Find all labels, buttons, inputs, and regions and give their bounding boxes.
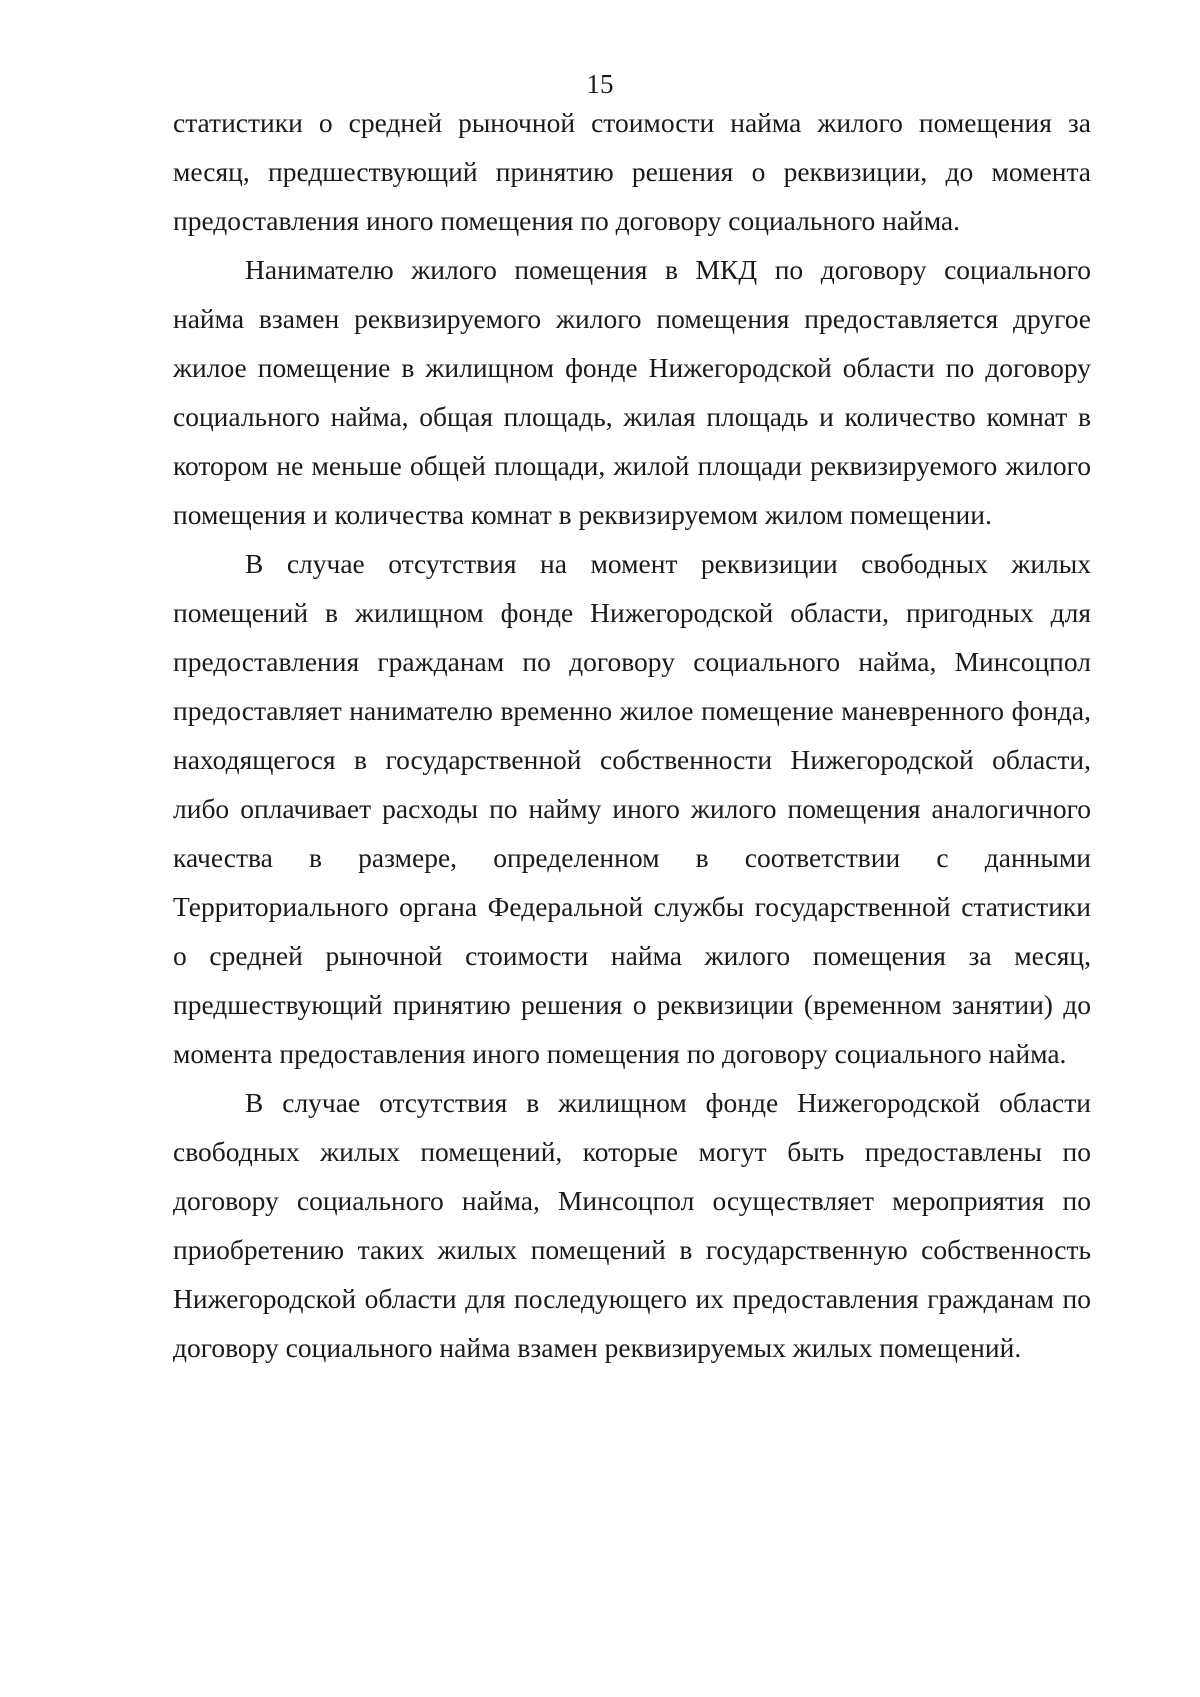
- paragraph-2: Нанимателю жилого помещения в МКД по договору социального найма взамен реквизируемого жилого помещения предоставляется другое жилое помещение в жилищном фонде Нижегородской области по договору социального найма, общая площадь, жилая площадь и количество комнат в котором не меньше общей площади, жилой площади реквизируемого жилого помещения и количества комнат в реквизируемом жилом помещении.: [173, 254, 1091, 530]
- document-body: [173, 98, 1091, 1372]
- paragraph-4: В случае отсутствия в жилищном фонде Нижегородской области свободных жилых помещений, которые могут быть предоставлены по договору социального найма, Минсоцпол осуществляет мероприятия по приобретению таких жилых помещений в государственную собственность Нижегородской области для последующего их предоставления гражданам по договору социального найма взамен реквизируемых жилых помещений.: [173, 1087, 1091, 1363]
- paragraph-1: статистики о средней рыночной стоимости найма жилого помещения за месяц, предшествующий принятию решения о реквизиции, до момента предоставления иного помещения по договору социального найма.: [173, 107, 1091, 236]
- page-number: 15: [586, 69, 614, 99]
- paragraph-3: В случае отсутствия на момент реквизиции свободных жилых помещений в жилищном фонде Нижегородской области, пригодных для предоставления гражданам по договору социального найма, Минсоцпол предоставляет нанимателю временно жилое помещение маневренного фонда, находящегося в государственной собственности Нижегородской области, либо оплачивает расходы по найму иного жилого помещения аналогичного качества в размере, определенном в соответствии с данными Территориального органа Федеральной службы государственной статистики о средней рыночной стоимости найма жилого помещения за месяц, предшествующий принятию решения о реквизиции (временном занятии) до момента предоставления иного помещения по договору социального найма.: [173, 548, 1091, 1069]
